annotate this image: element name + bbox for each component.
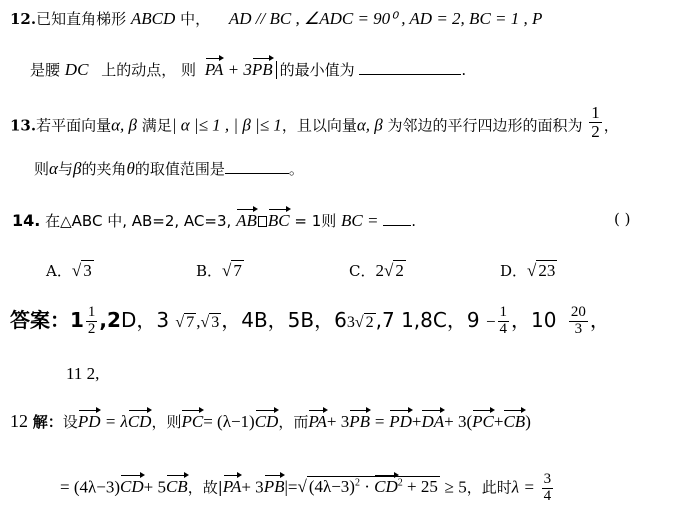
sqrt-icon: √ 2	[383, 261, 404, 280]
q13-text-e: ，	[603, 116, 619, 135]
solution12-line2: = (4λ−3)CD+ 5CB，故|PA+ 3PB|=√ $(4\lambda-3)^2 \cdot CD^2 + 25 \ge 5$，此时λ = $\frac{3}{4}$	[60, 471, 552, 504]
q14-text-a: 在△ABC 中, AB=2, AC=3,	[45, 212, 232, 230]
q13-beta: β	[72, 159, 82, 178]
sqrt-icon: √ 3	[200, 314, 220, 331]
q13-text-b: 满足	[141, 116, 172, 135]
answer9-fraction: $\frac{1}{4}$	[499, 304, 508, 337]
q12-line2-a: 是腰	[30, 61, 61, 79]
q13-line2-b: 与	[57, 160, 73, 178]
sqrt-icon: √ 2	[354, 314, 374, 331]
q14-answer-blank[interactable]	[383, 225, 411, 226]
q12-text-b: 中，	[180, 10, 211, 28]
q14-end: .	[411, 212, 417, 230]
sqrt-icon: √ 23	[527, 261, 556, 280]
q13-line2-d: 的取值范围是	[134, 160, 225, 178]
q13-ab2: α, β	[356, 115, 383, 135]
sol12-pd-eq: PD = λCD	[77, 412, 152, 431]
q13-text-c: ，且以向量	[281, 116, 357, 135]
q14-line1	[12, 209, 416, 231]
q14-number: 14.	[12, 211, 41, 230]
answers-line: 答案：1 $\frac{1}{2}$ ,2D，3 √ 7 ,√ 3 ，4B，5B，63√ 2 ,7 1,8C，9 − $\frac{1}{4}$ ，10 $\frac{20}{3}$ ，	[10, 304, 610, 337]
q14-option-a[interactable]: A．√ 3	[46, 261, 92, 280]
sqrt-icon: √ 3	[71, 261, 92, 280]
q13-line2-c: 的夹角	[81, 160, 127, 178]
q12-end: .	[461, 61, 467, 79]
solution12-line1: 12 解：设PD = λCD，则PC= (λ−1)CD，而PA+ 3PB = PD+DA+ 3(PC+CB)	[10, 411, 531, 431]
answer10-fraction: $\frac{20}{3}$	[570, 304, 586, 337]
answers-label: 答案：	[10, 308, 70, 332]
q14-option-c[interactable]: C．2√ 2	[349, 261, 404, 280]
q14-text-b: = 1则	[294, 212, 337, 230]
sqrt-icon: √ 7	[222, 261, 242, 280]
q12-line2-c: 的最小值为	[279, 61, 355, 79]
q13-ab: α, β	[111, 115, 138, 135]
answer11: 11 2,	[66, 364, 100, 383]
q14-option-b[interactable]: B．√ 7	[196, 261, 242, 280]
q13-alpha: α	[49, 159, 58, 178]
q12-number: 12.	[10, 10, 37, 28]
q13-line1	[10, 103, 619, 145]
q14-paren: ( )	[614, 210, 631, 228]
sol12-answer-fraction: $\frac{3}{4}$	[543, 471, 552, 504]
sqrt-icon: √ $(4\lambda-3)^2 \cdot CD^2 + 25$	[297, 477, 438, 497]
q12-line2	[30, 58, 466, 80]
q12-line1	[10, 8, 542, 29]
q12-expression: PA + 3PB	[204, 60, 273, 79]
q14-dot-product: AB BC	[236, 211, 290, 230]
q14-option-d[interactable]: D．√ 23	[500, 261, 556, 280]
answer1-fraction: $\frac{1}{2}$	[87, 304, 96, 337]
q13-text-a: 若平面向量	[36, 116, 112, 135]
q12-text-a: 已知直角梯形	[36, 10, 127, 28]
q12-quad: ABCD	[130, 9, 176, 28]
q13-number: 13.	[10, 116, 37, 135]
q13-cond: | α |≤ 1 , | β |≤ 1	[171, 115, 282, 135]
q12-line2-b: 上的动点， 则	[101, 61, 196, 79]
q13-answer-blank[interactable]	[225, 173, 289, 174]
q12-answer-blank[interactable]	[359, 74, 461, 75]
q12-condition: AD // BC , ∠ADC = 90⁰ , AD = 2, BC = 1 , P	[228, 9, 543, 28]
q13-line2-a: 则	[34, 160, 50, 178]
q13-end: 。	[288, 160, 304, 178]
q13-line2	[34, 158, 304, 179]
q12-dc: DC	[64, 60, 89, 79]
sqrt-icon: √ 7	[175, 314, 195, 331]
q13-theta: θ	[126, 159, 135, 178]
q13-text-d: 为邻边的平行四边形的面积为	[387, 116, 583, 135]
q14-bc: BC =	[341, 211, 379, 230]
q13-half: $\frac{1}{2}$	[591, 103, 600, 141]
